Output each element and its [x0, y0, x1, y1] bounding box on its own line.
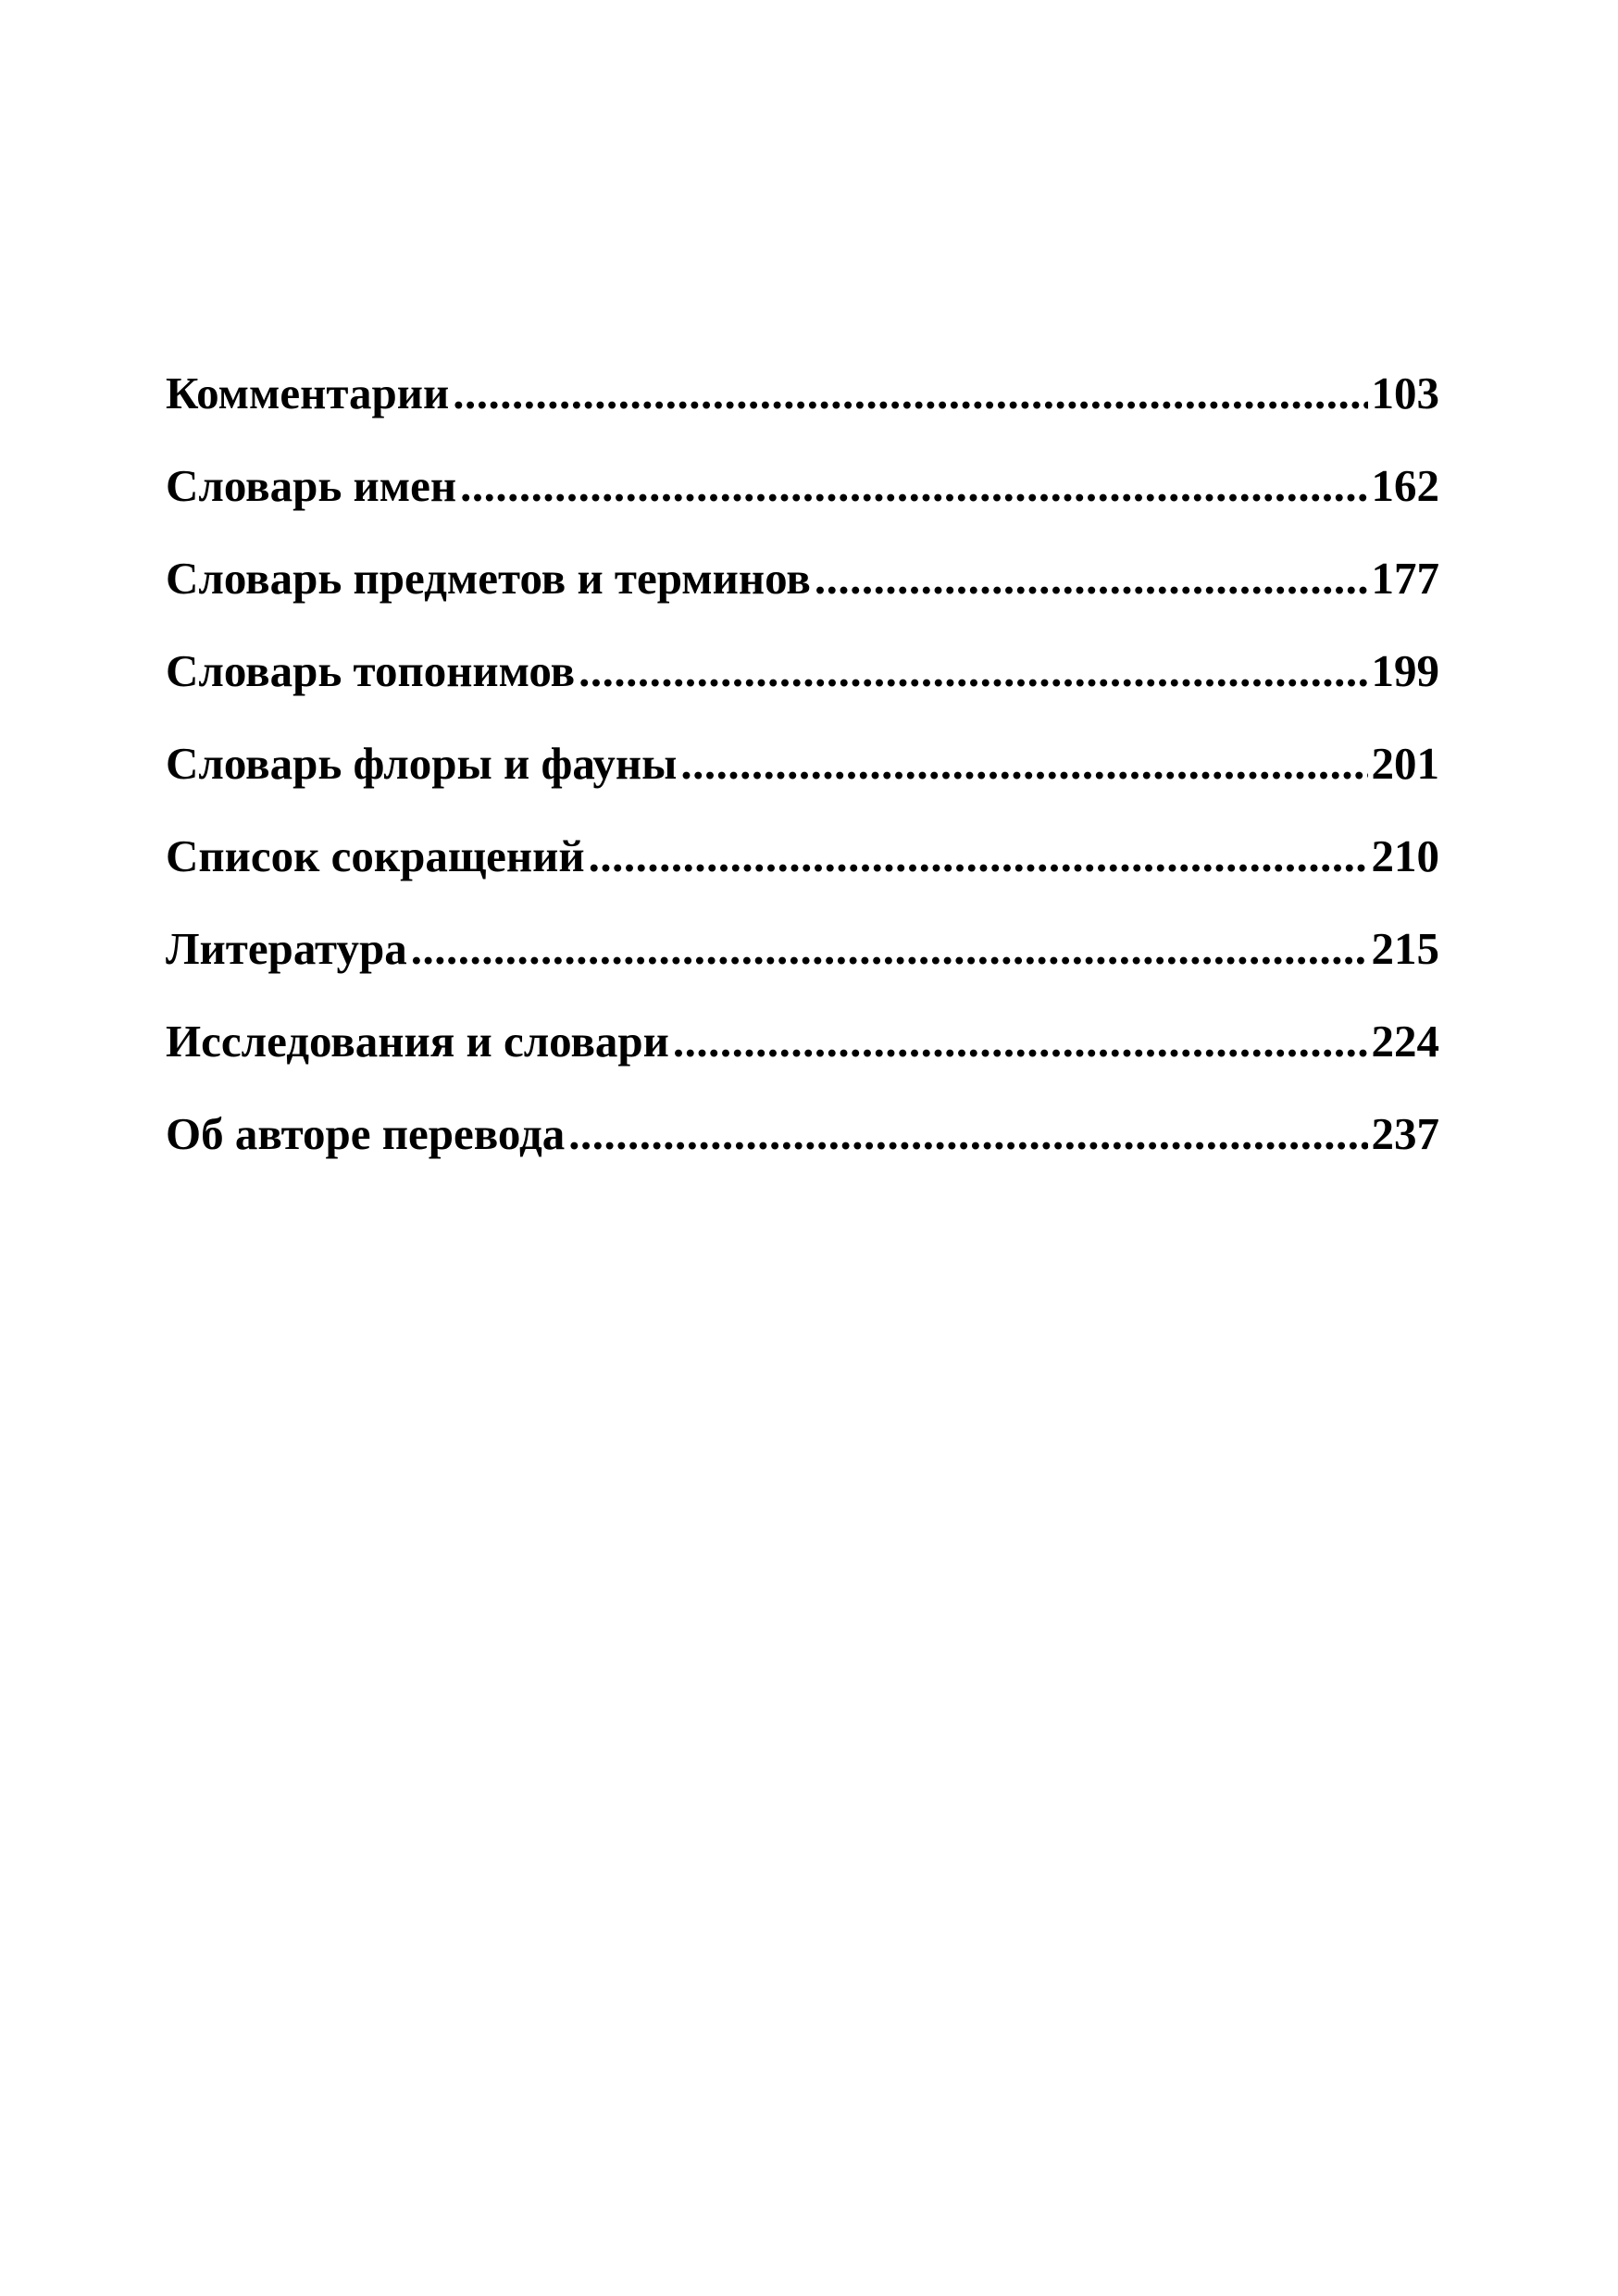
toc-entry-title: Об авторе перевода — [166, 1108, 566, 1159]
toc-entry-page-number: 177 — [1371, 553, 1439, 604]
dot-leader — [568, 1106, 1367, 1162]
toc-entry-literature — [166, 921, 1439, 1014]
toc-entry-page-number: 162 — [1371, 460, 1439, 511]
toc-entry-about-translator — [166, 1106, 1439, 1199]
dot-leader — [453, 366, 1367, 421]
dot-leader — [460, 458, 1367, 514]
toc-entry-comments — [166, 366, 1439, 458]
toc-entry-title: Словарь имен — [166, 460, 457, 511]
dot-leader — [579, 643, 1367, 699]
toc-entry-title: Литература — [166, 923, 407, 974]
toc-entry-page-number: 103 — [1371, 368, 1439, 418]
toc-entry-page-number: 210 — [1371, 830, 1439, 881]
toc-entry-title: Словарь предметов и терминов — [166, 553, 811, 604]
toc-entry-title: Словарь топонимов — [166, 645, 576, 696]
dot-leader — [815, 551, 1368, 606]
toc-entry-title: Комментарии — [166, 368, 450, 418]
dot-leader — [673, 1014, 1368, 1069]
toc-entry-page-number: 199 — [1371, 645, 1439, 696]
table-of-contents — [166, 366, 1439, 1199]
toc-entry-names-dictionary — [166, 458, 1439, 551]
toc-entry-flora-fauna-dictionary — [166, 736, 1439, 829]
toc-entry-page-number: 201 — [1371, 738, 1439, 789]
dot-leader — [411, 921, 1368, 977]
toc-entry-page-number: 215 — [1371, 923, 1439, 974]
dot-leader — [680, 736, 1367, 792]
toc-entry-page-number: 224 — [1371, 1016, 1439, 1067]
toc-entry-studies-dictionaries — [166, 1014, 1439, 1106]
toc-entry-abbreviations — [166, 829, 1439, 921]
toc-entry-toponyms-dictionary — [166, 643, 1439, 736]
toc-entry-title: Список сокращений — [166, 830, 585, 881]
toc-entry-terms-dictionary — [166, 551, 1439, 643]
toc-entry-title: Исследования и словари — [166, 1016, 669, 1067]
toc-entry-page-number: 237 — [1371, 1108, 1439, 1159]
dot-leader — [589, 829, 1368, 884]
toc-entry-title: Словарь флоры и фауны — [166, 738, 678, 789]
